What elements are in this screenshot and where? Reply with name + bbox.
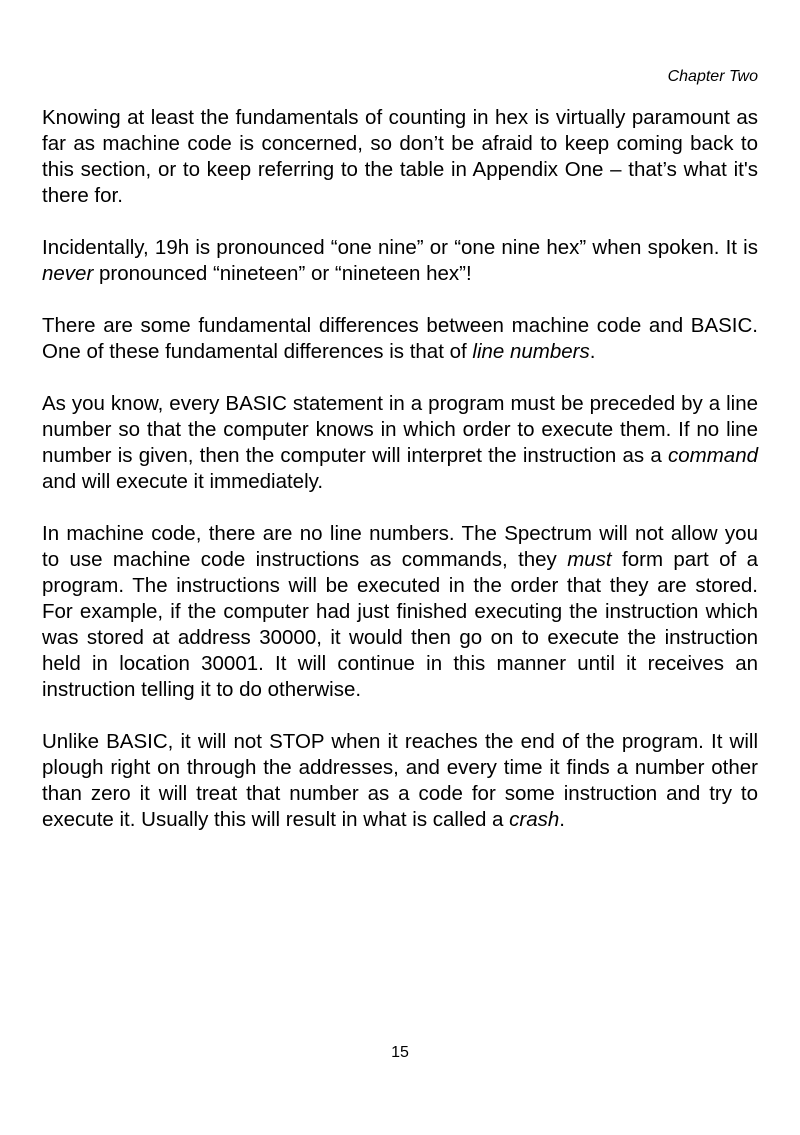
emphasis: never — [42, 262, 94, 285]
paragraph: Incidentally, 19h is pronounced “one nine” or “one nine hex” when spoken. It is never pronounced “nineteen” or “nineteen hex”! — [42, 236, 758, 285]
emphasis: command — [667, 444, 758, 467]
emphasis: must — [567, 548, 612, 571]
paragraph: Unlike BASIC, it will not STOP when it reaches the end of the program. It will plough right on through the addresses, and every time it finds a number other than zero it will treat that number as a code for some instruction and try to execute it. Usually this will result in what is called a crash. — [42, 730, 758, 831]
paragraph: There are some fundamental differences between machine code and BASIC. One of these fundamental differences is that of line numbers. — [42, 314, 758, 363]
emphasis: crash — [509, 808, 560, 831]
page-number: 15 — [391, 1044, 409, 1061]
emphasis: line numbers — [472, 340, 590, 363]
paragraph: As you know, every BASIC statement in a program must be preceded by a line number so that the computer knows in which order to execute them. If no line number is given, then the computer will interpret the instruction as a command and will execute it immediately. — [42, 392, 758, 493]
paragraph: In machine code, there are no line numbers. The Spectrum will not allow you to use machine code instructions as commands, they must form part of a program. The instructions will be executed in the order that they are stored. For example, if the computer had just finished executing the instruction which was stored at address 30000, it would then go on to execute the instruction held in location 30001. It will continue in this manner until it receives an instruction telling it to do otherwise. — [42, 522, 759, 701]
chapter-header: Chapter Two — [667, 68, 758, 85]
body-text — [42, 105, 758, 859]
paragraph: Knowing at least the fundamentals of counting in hex is virtually paramount as far as machine code is concerned, so don’t be afraid to keep coming back to this section, or to keep referring to the table in Appendix One – that’s what it's there for. — [42, 106, 758, 207]
